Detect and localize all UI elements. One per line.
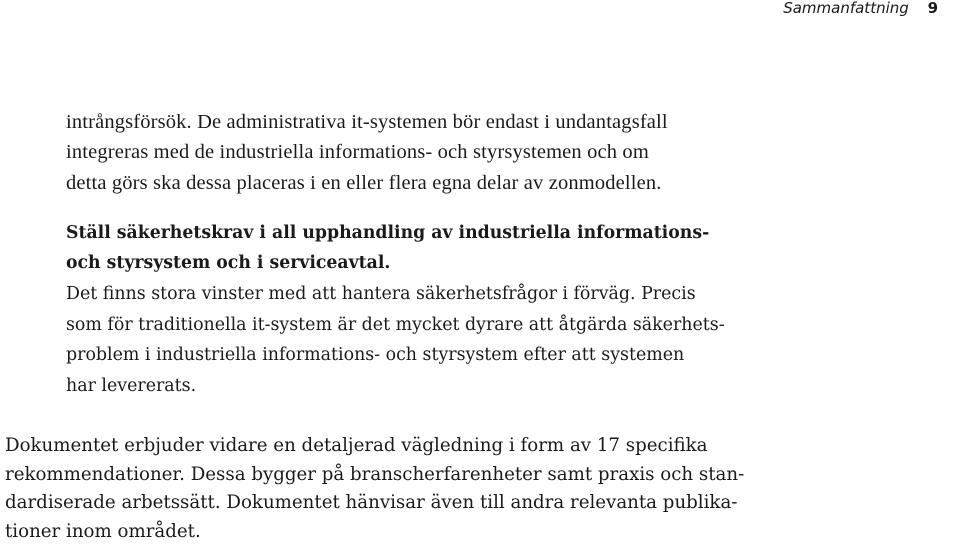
section-title: Sammanfattning [783,0,909,17]
text-line: har levererats. [66,376,197,397]
text-line: rekommendationer. Dessa bygger på branscherfarenheter samt praxis och stan- [5,463,745,485]
recommendation-heading [66,218,926,278]
text-line: integreras med de industriella informations- och styrsystemen och om [66,141,649,164]
text-line: Dokumentet erbjuder vidare en detaljerad vägledning i form av 17 specifika [5,435,708,456]
text-line: som för traditionella it-system är det mycket dyrare att åtgärda säkerhets- [66,314,725,335]
heading-line: Ställ säkerhetskrav i all upphandling av industriella informations- [66,223,710,243]
page-number: 9 [927,0,938,17]
text-line: detta görs ska dessa placeras i en eller flera egna delar av zonmodellen. [66,171,662,194]
body-paragraph-procurement [66,279,926,402]
body-paragraph-guidance [5,432,935,546]
text-line: problem i industriella informations- och styrsystem efter att systemen [66,345,685,366]
body-paragraph-zone-model [66,107,926,198]
text-line: dardiserade arbetssätt. Dokumentet hänvisar även till andra relevanta publika- [5,492,738,513]
heading-line: och styrsystem och i serviceavtal. [66,253,391,273]
running-header [783,0,938,18]
text-line: Det finns stora vinster med att hantera säkerhetsfrågor i förväg. Precis [66,284,696,304]
text-line: tioner inom området. [5,520,201,542]
text-line: intrångsförsök. De administrativa it-systemen bör endast i undantagsfall [66,111,668,133]
